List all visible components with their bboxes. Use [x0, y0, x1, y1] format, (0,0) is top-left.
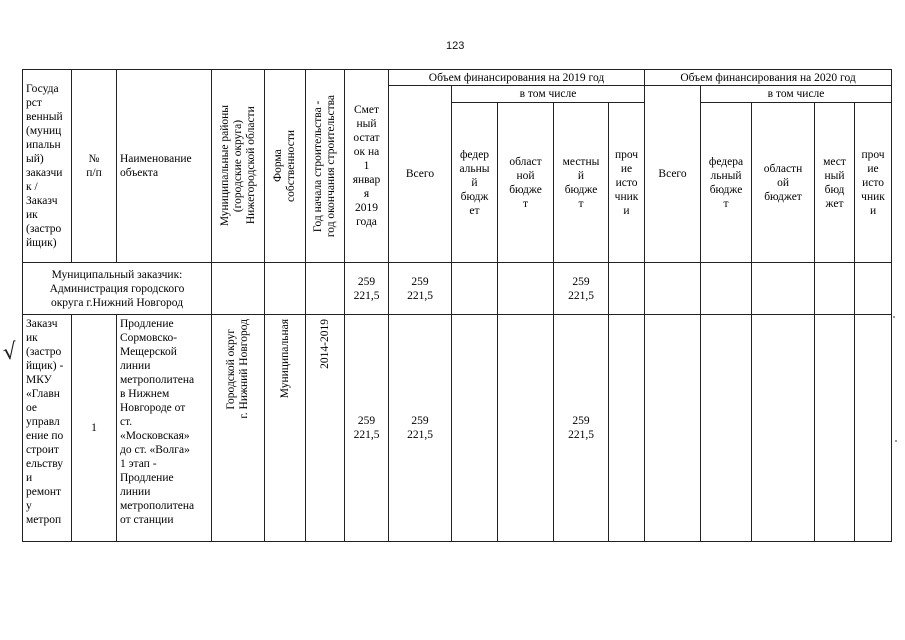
header-name: Наименование объекта [117, 70, 212, 263]
table-row [23, 315, 892, 542]
page-number: 123 [446, 40, 465, 52]
row-name: Продление Сормовско- Мещерской линии метрополитена в Нижнем Новгороде от ст. «Московская» до ст. «Волга» 1 этап - Продление линии метрополитена от станции [117, 315, 212, 542]
scan-dot [895, 440, 897, 442]
subtotal-other-2019 [609, 263, 645, 315]
header-local-2019: местны й бюдже т [554, 103, 609, 263]
header-other-2020: проч ие исто чник и [855, 103, 892, 263]
subtotal-years [306, 263, 345, 315]
row-regional-2020 [752, 315, 815, 542]
subtotal-local-2020 [815, 263, 855, 315]
checkmark-icon: √ [1, 339, 19, 366]
header-num: № п/п [72, 70, 117, 263]
row-total-2020 [645, 315, 701, 542]
subtotal-row [23, 263, 892, 315]
subtotal-label: Муниципальный заказчик: Администрация городского округа г.Нижний Новгород [23, 263, 212, 315]
header-customer: Госуда рст венный (муниц ипальн ый) заказчи к / Заказч ик (застро йщик) [23, 70, 72, 263]
subtotal-total-2019: 259 221,5 [389, 263, 452, 315]
row-federal-2019 [452, 315, 498, 542]
row-local-2019: 259 221,5 [554, 315, 609, 542]
header-ownership: Форма собственности [265, 70, 306, 263]
row-local-2020 [815, 315, 855, 542]
header-fin-2019: Объем финансирования на 2019 год [389, 70, 645, 86]
subtotal-local-2019: 259 221,5 [554, 263, 609, 315]
row-other-2019 [609, 315, 645, 542]
row-other-2020 [855, 315, 892, 542]
row-district: Городской округ г. Нижний Новгород [212, 315, 265, 542]
header-regional-2020: областн ой бюджет [752, 103, 815, 263]
header-years: Год начала строительства - год окончания строительства [306, 70, 345, 263]
header-incl-2019: в том числе [452, 86, 645, 103]
header-local-2020: мест ный бюд жет [815, 103, 855, 263]
header-total-2020: Всего [645, 86, 701, 263]
header-incl-2020: в том числе [701, 86, 892, 103]
financing-table [22, 69, 892, 542]
header-regional-2019: област ной бюдже т [498, 103, 554, 263]
row-years: 2014-2019 [306, 315, 345, 542]
row-customer: Заказч ик (застро йщик) - МКУ «Главн ое управл ение по строит ельству и ремонт у метроп [23, 315, 72, 542]
subtotal-total-2020 [645, 263, 701, 315]
header-federal-2019: федер альны й бюдж ет [452, 103, 498, 263]
row-remainder: 259 221,5 [345, 315, 389, 542]
subtotal-other-2020 [855, 263, 892, 315]
row-federal-2020 [701, 315, 752, 542]
subtotal-federal-2019 [452, 263, 498, 315]
subtotal-ownership [265, 263, 306, 315]
row-num: 1 [72, 315, 117, 542]
header-other-2019: проч ие исто чник и [609, 103, 645, 263]
subtotal-regional-2020 [752, 263, 815, 315]
header-federal-2020: федера льный бюдже т [701, 103, 752, 263]
row-regional-2019 [498, 315, 554, 542]
subtotal-districts [212, 263, 265, 315]
header-total-2019: Всего [389, 86, 452, 263]
subtotal-regional-2019 [498, 263, 554, 315]
header-districts: Муниципальные районы (городские округа) Нижегородской области [212, 70, 265, 263]
header-fin-2020: Объем финансирования на 2020 год [645, 70, 892, 86]
scan-dot [893, 316, 895, 318]
header-remainder: Смет ный остат ок на 1 январ я 2019 года [345, 70, 389, 263]
subtotal-remainder: 259 221,5 [345, 263, 389, 315]
subtotal-federal-2020 [701, 263, 752, 315]
row-total-2019: 259 221,5 [389, 315, 452, 542]
row-ownership: Муниципальная [265, 315, 306, 542]
